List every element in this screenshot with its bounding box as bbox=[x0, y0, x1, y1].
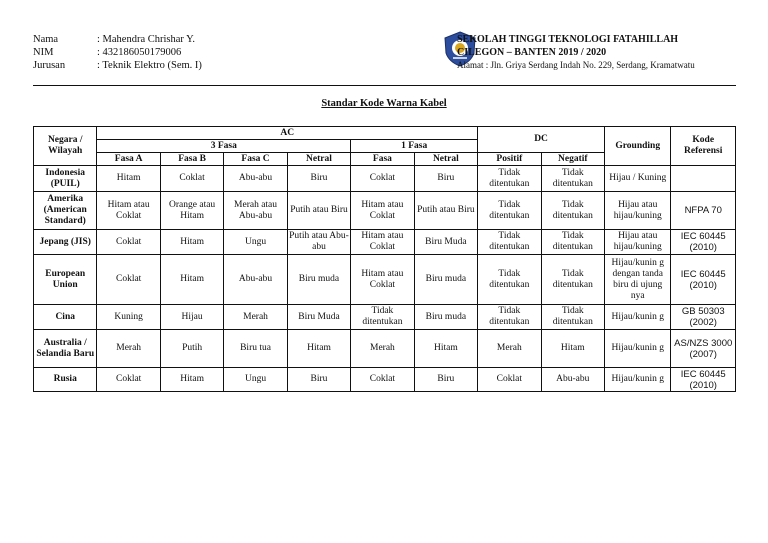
cell-neutral-3: Biru muda bbox=[287, 255, 350, 305]
cell-negative: Tidak ditentukan bbox=[541, 255, 604, 305]
table-row bbox=[34, 192, 736, 230]
cell-positive: Tidak ditentukan bbox=[478, 230, 541, 255]
cell-grounding: Hijau atau hijau/kuning bbox=[605, 230, 671, 255]
cell-country: Jepang (JIS) bbox=[34, 230, 97, 255]
major-label: Jurusan bbox=[33, 60, 66, 71]
cell-grounding: Hijau/kunin g dengan tanda biru di ujung nya bbox=[605, 255, 671, 305]
cell-neutral-1: Biru bbox=[414, 166, 477, 192]
nim-row bbox=[33, 46, 202, 59]
school-address: Alamat : Jln. Griya Serdang Indah No. 229, Serdang, Kramatwatu bbox=[457, 60, 695, 70]
cell-phase-b: Coklat bbox=[160, 166, 223, 192]
cell-neutral-1: Putih atau Biru bbox=[414, 192, 477, 230]
cell-neutral-1: Biru muda bbox=[414, 305, 477, 330]
header-neutral-3: Netral bbox=[287, 153, 350, 166]
header-reference: Kode Referensi bbox=[671, 127, 736, 166]
cell-country: Cina bbox=[34, 305, 97, 330]
school-location: CILEGON – BANTEN 2019 / 2020 bbox=[457, 47, 607, 58]
table-row bbox=[34, 230, 736, 255]
cell-country: Amerika (American Standard) bbox=[34, 192, 97, 230]
cell-country: Rusia bbox=[34, 368, 97, 392]
cell-negative: Tidak ditentukan bbox=[541, 192, 604, 230]
cell-phase-a: Coklat bbox=[97, 255, 160, 305]
cell-grounding: Hijau/kunin g bbox=[605, 368, 671, 392]
cell-phase-b: Orange atau Hitam bbox=[160, 192, 223, 230]
cell-neutral-3: Biru bbox=[287, 166, 350, 192]
cell-country: Australia / Selandia Baru bbox=[34, 330, 97, 368]
cell-phase-b: Hitam bbox=[160, 368, 223, 392]
cell-phase-b: Hitam bbox=[160, 255, 223, 305]
cell-phase-a: Coklat bbox=[97, 368, 160, 392]
cell-neutral-1: Biru Muda bbox=[414, 230, 477, 255]
cell-country: Indonesia (PUIL) bbox=[34, 166, 97, 192]
cell-phase-a: Merah bbox=[97, 330, 160, 368]
cell-phase-c: Biru tua bbox=[224, 330, 287, 368]
cell-negative: Tidak ditentukan bbox=[541, 230, 604, 255]
cell-positive: Tidak ditentukan bbox=[478, 192, 541, 230]
cell-phase-1: Coklat bbox=[351, 368, 414, 392]
cell-neutral-1: Biru bbox=[414, 368, 477, 392]
cell-phase-a: Kuning bbox=[97, 305, 160, 330]
header-positive: Positif bbox=[478, 153, 541, 166]
cell-phase-c: Merah bbox=[224, 305, 287, 330]
cell-negative: Tidak ditentukan bbox=[541, 166, 604, 192]
cell-reference: IEC 60445 (2010) bbox=[671, 368, 736, 392]
cell-phase-1: Hitam atau Coklat bbox=[351, 230, 414, 255]
cell-phase-a: Hitam bbox=[97, 166, 160, 192]
cell-reference bbox=[671, 166, 736, 192]
nim-value: : 432186050179006 bbox=[97, 47, 182, 58]
cell-reference: IEC 60445 (2010) bbox=[671, 230, 736, 255]
cell-grounding: Hijau/kunin g bbox=[605, 330, 671, 368]
cell-reference: IEC 60445 (2010) bbox=[671, 255, 736, 305]
header-single-phase: 1 Fasa bbox=[351, 140, 478, 153]
cell-negative: Abu-abu bbox=[541, 368, 604, 392]
cell-neutral-3: Biru Muda bbox=[287, 305, 350, 330]
header-country: Negara / Wilayah bbox=[34, 127, 97, 166]
cell-neutral-1: Biru muda bbox=[414, 255, 477, 305]
cell-phase-a: Hitam atau Coklat bbox=[97, 192, 160, 230]
cell-neutral-1: Hitam bbox=[414, 330, 477, 368]
header-phase-c: Fasa C bbox=[224, 153, 287, 166]
header-negative: Negatif bbox=[541, 153, 604, 166]
cell-phase-c: Abu-abu bbox=[224, 166, 287, 192]
cell-negative: Tidak ditentukan bbox=[541, 305, 604, 330]
cell-phase-1: Coklat bbox=[351, 166, 414, 192]
cell-reference: NFPA 70 bbox=[671, 192, 736, 230]
table-row bbox=[34, 166, 736, 192]
cell-phase-b: Hijau bbox=[160, 305, 223, 330]
header-grounding: Grounding bbox=[605, 127, 671, 166]
table-row bbox=[34, 305, 736, 330]
cell-positive: Tidak ditentukan bbox=[478, 255, 541, 305]
cell-reference: AS/NZS 3000 (2007) bbox=[671, 330, 736, 368]
cell-positive: Coklat bbox=[478, 368, 541, 392]
document-title: Standar Kode Warna Kabel bbox=[321, 98, 447, 109]
cable-color-table bbox=[33, 126, 736, 392]
cell-phase-b: Hitam bbox=[160, 230, 223, 255]
cell-neutral-3: Biru bbox=[287, 368, 350, 392]
cell-grounding: Hijau/kunin g bbox=[605, 305, 671, 330]
major-value: : Teknik Elektro (Sem. I) bbox=[97, 60, 202, 71]
name-value: : Mahendra Chrishar Y. bbox=[97, 34, 195, 45]
student-info bbox=[33, 33, 202, 72]
cell-phase-1: Hitam atau Coklat bbox=[351, 255, 414, 305]
cell-neutral-3: Putih atau Biru bbox=[287, 192, 350, 230]
table-row bbox=[34, 255, 736, 305]
header-three-phase: 3 Fasa bbox=[97, 140, 351, 153]
cell-grounding: Hijau / Kuning bbox=[605, 166, 671, 192]
cell-country: European Union bbox=[34, 255, 97, 305]
cell-positive: Tidak ditentukan bbox=[478, 305, 541, 330]
cell-grounding: Hijau atau hijau/kuning bbox=[605, 192, 671, 230]
cell-positive: Merah bbox=[478, 330, 541, 368]
table-row bbox=[34, 368, 736, 392]
header-phase-b: Fasa B bbox=[160, 153, 223, 166]
header-phase-a: Fasa A bbox=[97, 153, 160, 166]
name-row bbox=[33, 33, 202, 46]
header-divider bbox=[33, 85, 736, 86]
cell-phase-c: Merah atau Abu-abu bbox=[224, 192, 287, 230]
cell-phase-c: Ungu bbox=[224, 368, 287, 392]
cell-negative: Hitam bbox=[541, 330, 604, 368]
header-dc: DC bbox=[478, 127, 605, 153]
major-row bbox=[33, 59, 202, 72]
cell-neutral-3: Hitam bbox=[287, 330, 350, 368]
header-phase-1: Fasa bbox=[351, 153, 414, 166]
header-neutral-1: Netral bbox=[414, 153, 477, 166]
cell-phase-1: Hitam atau Coklat bbox=[351, 192, 414, 230]
cell-reference: GB 50303 (2002) bbox=[671, 305, 736, 330]
cell-positive: Tidak ditentukan bbox=[478, 166, 541, 192]
header-ac: AC bbox=[97, 127, 478, 140]
school-header bbox=[457, 33, 695, 72]
cell-phase-c: Ungu bbox=[224, 230, 287, 255]
cell-neutral-3: Putih atau Abu-abu bbox=[287, 230, 350, 255]
nim-label: NIM bbox=[33, 47, 54, 58]
cell-phase-1: Tidak ditentukan bbox=[351, 305, 414, 330]
school-name: SEKOLAH TINGGI TEKNOLOGI FATAHILLAH bbox=[457, 34, 679, 45]
cell-phase-1: Merah bbox=[351, 330, 414, 368]
cell-phase-a: Coklat bbox=[97, 230, 160, 255]
cell-phase-b: Putih bbox=[160, 330, 223, 368]
cell-phase-c: Abu-abu bbox=[224, 255, 287, 305]
name-label: Nama bbox=[33, 34, 59, 45]
table-row bbox=[34, 330, 736, 368]
